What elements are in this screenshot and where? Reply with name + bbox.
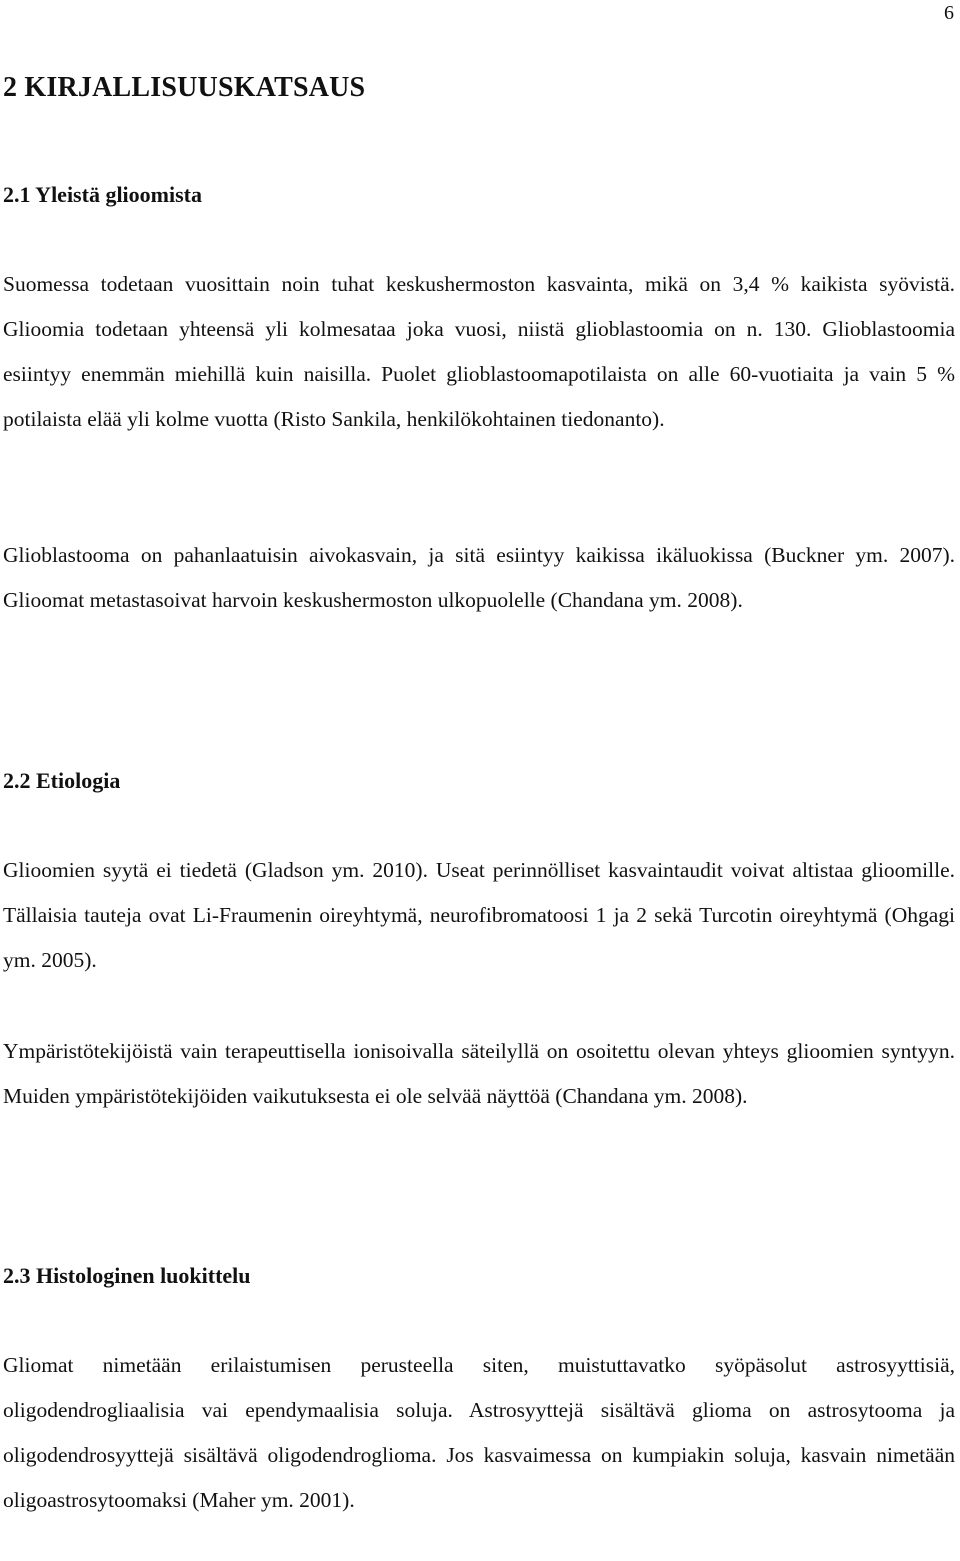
- section-title-yleista: 2.1 Yleistä glioomista: [3, 182, 202, 207]
- page-number: 6: [944, 2, 954, 24]
- paragraph: Glioomien syytä ei tiedetä (Gladson ym. 2010). Useat perinnölliset kasvaintaudit voivat altistaa glioomille. Tällaisia tauteja ovat Li-Fraumenin oireyhtymä, neurofibromatoosi 1 ja 2 sekä Turcotin oireyhtymä (Ohgagi ym. 2005).: [3, 858, 955, 972]
- paragraph: Glioblastooma on pahanlaatuisin aivokasvain, ja sitä esiintyy kaikissa ikäluokissa (Buckner ym. 2007). Glioomat metastasoivat harvoin keskushermoston ulkopuolelle (Chandana ym. 2008).: [3, 543, 955, 612]
- section-title-etiologia: 2.2 Etiologia: [3, 768, 121, 793]
- chapter-title: 2 KIRJALLISUUSKATSAUS: [3, 72, 366, 103]
- paragraph: Gliomat nimetään erilaistumisen perusteella siten, muistuttavatko syöpäsolut astrosyyttisiä, oligodendrogliaalisia vai ependymaalisia soluja. Astrosyyttejä sisältävä glioma on astrosytooma ja oligodendrosyyttejä sisältävä oligodendroglioma. Jos kasvaimessa on kumpiakin soluja, kasvain nimetään oligoastrosytoomaksi (Maher ym. 2001).: [3, 1353, 955, 1512]
- paragraph: Ympäristötekijöistä vain terapeuttisella ionisoivalla säteilyllä on osoitettu olevan yhteys glioomien syntyyn. Muiden ympäristötekijöiden vaikutuksesta ei ole selvää näyttöä (Chandana ym. 2008).: [3, 1039, 955, 1108]
- paragraph: Suomessa todetaan vuosittain noin tuhat keskushermoston kasvainta, mikä on 3,4 % kaikista syövistä. Glioomia todetaan yhteensä yli kolmesataa joka vuosi, niistä glioblastoomia on n. 130. Glioblastoomia esiintyy enemmän miehillä kuin naisilla. Puolet glioblastoomapotilaista on alle 60-vuotiaita ja vain 5 % potilaista elää yli kolme vuotta (Risto Sankila, henkilökohtainen tiedonanto).: [3, 272, 955, 431]
- section-title-histologinen-luokittelu: 2.3 Histologinen luokittelu: [3, 1263, 251, 1288]
